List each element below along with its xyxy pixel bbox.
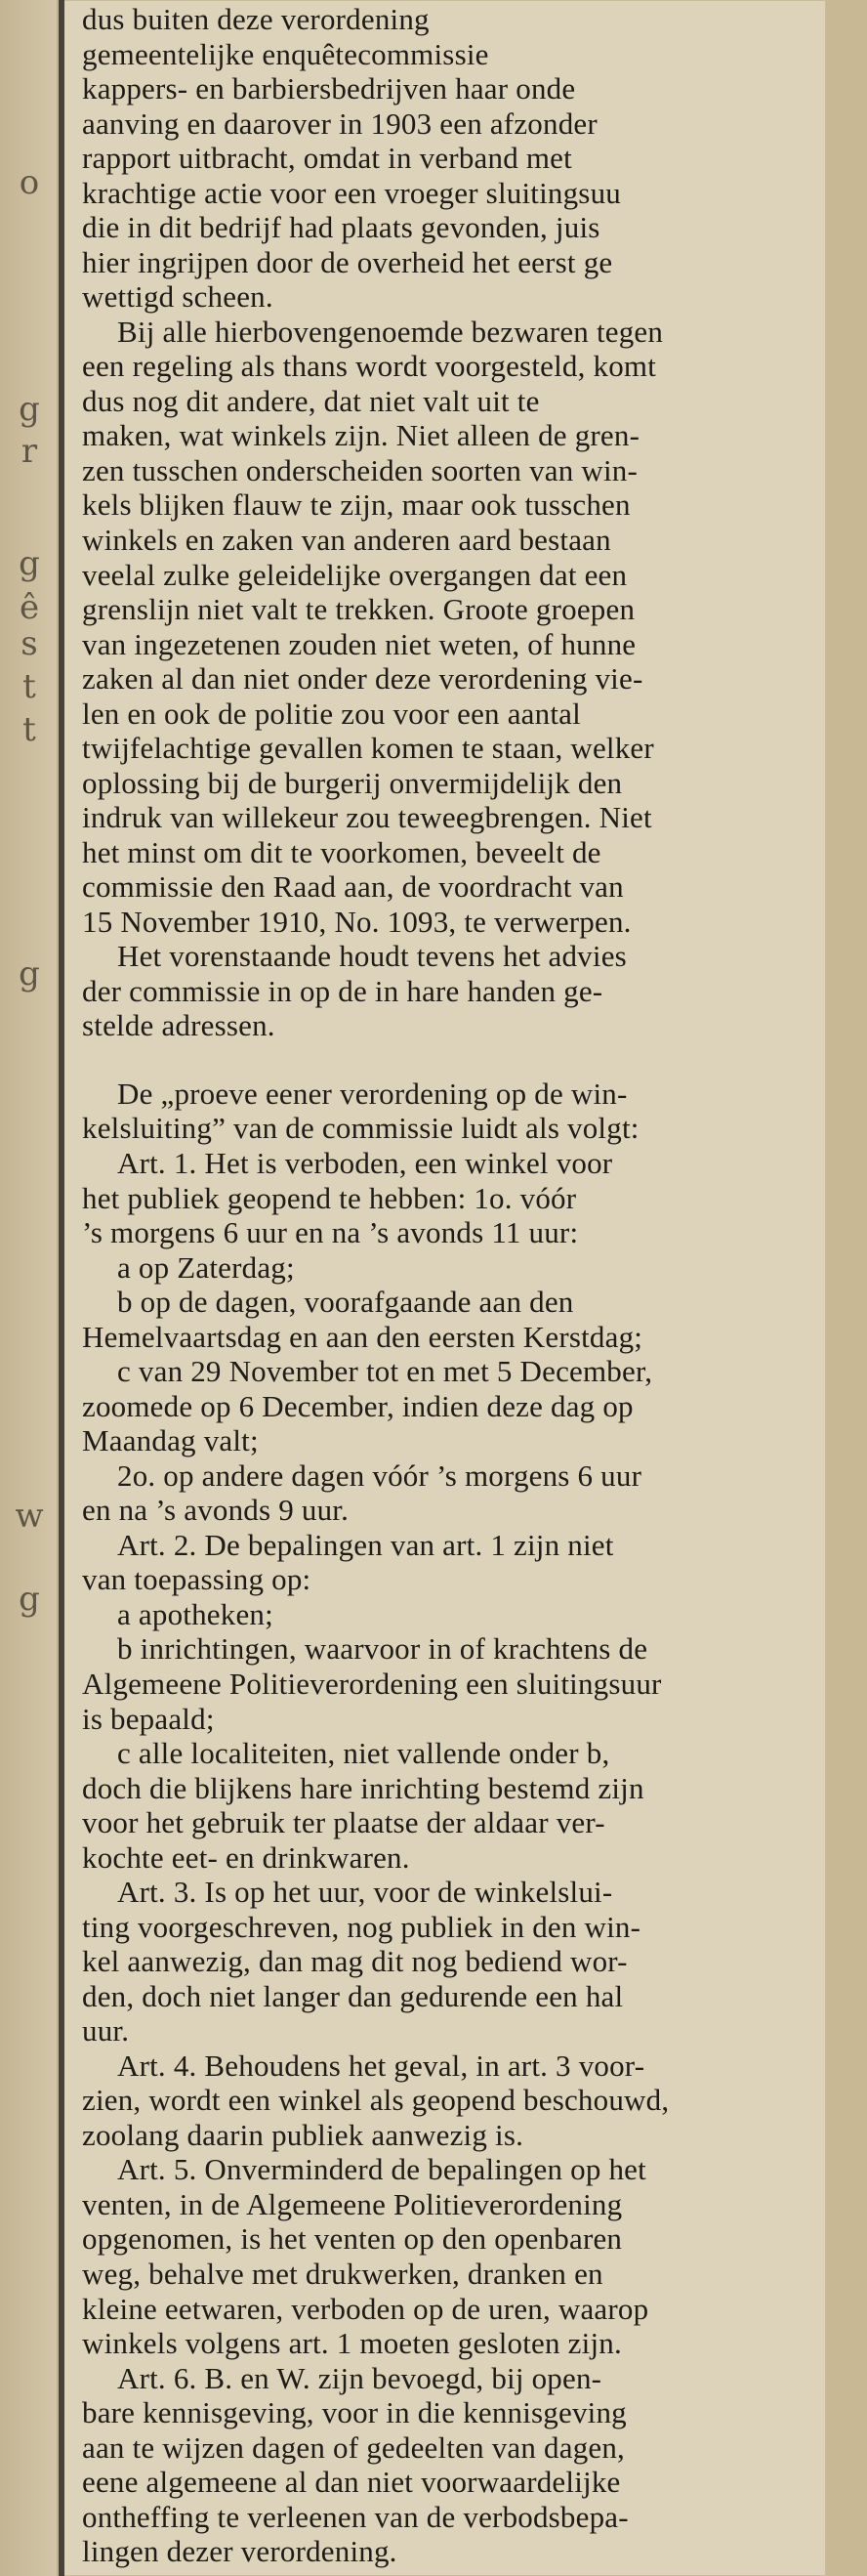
text-line: twijfelachtige gevallen komen te staan, welker [82,731,654,766]
fragment-char: s [21,624,38,663]
fragment-char: w [15,1497,44,1536]
text-line: Het vorenstaande houdt tevens het advies [117,939,627,974]
text-line: ’s morgens 6 uur en na ’s avonds 11 uur: [82,1215,579,1250]
text-line: voor het gebruik ter plaatse der aldaar ver- [82,1805,605,1840]
article-text [82,2,816,2569]
text-line: stelde adressen. [82,1008,275,1043]
right-margin-backing [826,0,867,2576]
text-line: 2o. op andere dagen vóór ’s morgens 6 uur [117,1457,642,1493]
text-line: ting voorgeschreven, nog publiek in den win- [82,1909,641,1944]
text-line: opgenomen, is het venten op den openbaren [82,2221,623,2257]
paragraph-4 [82,1077,816,2569]
text-line: uur. [82,2013,130,2048]
text-line: doch die blijkens hare inrichting bestemd zijn [82,1770,644,1805]
text-line: der commissie in op de in hare handen ge- [82,973,603,1008]
text-line: Art. 4. Behoudens het geval, in art. 3 voor- [117,2048,645,2083]
text-line: Art. 2. De bepalingen van art. 1 zijn niet [117,1527,614,1562]
text-line: maken, wat winkels zijn. Niet alleen de gren- [82,418,640,453]
text-line: veelal zulke geleidelijke overgangen dat een [82,557,628,592]
text-line: weg, behalve met drukwerken, dranken en [82,2257,603,2291]
text-line: len en ook de politie zou voor een aantal [82,696,581,731]
paragraph-gap [82,1043,816,1077]
text-line: zien, wordt een winkel als geopend beschouwd, [82,2083,670,2118]
text-line: c van 29 November tot en met 5 December, [117,1354,653,1389]
fragment-char: g [19,544,40,583]
text-line: aan te wijzen dagen of gedeelten van dagen, [82,2429,626,2465]
text-line: indruk van willekeur zou teweegbrengen. Niet [82,800,652,835]
text-line: winkels en zaken van anderen aard bestaan [82,522,611,557]
text-line: kel aanwezig, dan mag dit nog bediend wor- [82,1944,628,1979]
text-line: Hemelvaartsdag en aan den eersten Kerstdag; [82,1319,643,1354]
fragment-char: t [22,710,36,749]
text-line: 15 November 1910, No. 1093, te verwerpen. [82,904,632,939]
text-line: De „proeve eener verordening op de win- [117,1076,628,1111]
fragment-char: g [19,954,40,993]
text-line: grenslijn niet valt te trekken. Groote groepen [82,592,636,627]
text-line: winkels volgens art. 1 moeten gesloten zijn. [82,2326,622,2361]
text-line: bare kennisgeving, voor in die kennisgeving [82,2395,627,2430]
text-line: kelsluiting” van de commissie luidt als volgt: [82,1111,640,1146]
text-line: lingen dezer verordening. [82,2534,397,2569]
text-line: en na ’s avonds 9 uur. [82,1493,350,1528]
text-line: b inrichtingen, waarvoor in of krachtens de [117,1631,648,1667]
text-line: aanving en daarover in 1903 een afzonder [82,106,598,141]
text-line: dus buiten deze verordening [82,2,430,36]
text-line: die in dit bedrijf had plaats gevonden, juis [82,210,600,245]
text-line: a apotheken; [117,1596,273,1631]
text-line: Algemeene Politieverordening een sluitingsuur [82,1666,662,1701]
text-line: b op de dagen, voorafgaande aan den [117,1285,574,1320]
text-line: van ingezetenen zouden niet weten, of hunne [82,626,637,661]
text-line: hier ingrijpen door de overheid het eerst ge [82,244,613,279]
text-line: Art. 5. Onverminderd de bepalingen op het [117,2152,646,2187]
text-line: Art. 1. Het is verboden, een winkel voor [117,1146,613,1180]
text-line: zoolang daarin publiek aanwezig is. [82,2117,524,2152]
text-line: Art. 6. B. en W. zijn bevoegd, bij open- [117,2360,602,2395]
fragment-char: ê [19,588,40,627]
text-line: dus nog dit andere, dat niet valt uit te [82,383,540,418]
text-line: kels blijken flauw te zijn, maar ook tusschen [82,487,631,523]
text-line: een regeling als thans wordt voorgesteld, komt [82,349,657,384]
text-line: is bepaald; [82,1701,215,1736]
text-line: Bij alle hierbovengenoemde bezwaren tegen [117,314,664,349]
text-line: Maandag valt; [82,1423,259,1458]
newspaper-clipping [59,0,826,2576]
fragment-char: o [19,163,40,202]
paragraph-3 [82,939,816,1043]
text-line: a op Zaterdag; [117,1249,295,1285]
text-line: zoomede op 6 December, indien deze dag op [82,1388,634,1423]
text-line: eene algemeene al dan niet voorwaardelijke [82,2465,621,2500]
text-line: venten, in de Algemeene Politieverordening [82,2186,623,2221]
text-line: kochte eet- en drinkwaren. [82,1839,410,1875]
text-line: zen tusschen onderscheiden soorten van win- [82,452,639,487]
text-line: kappers- en barbiersbedrijven haar onde [82,71,576,106]
text-line: den, doch niet langer dan gedurende een hal [82,1978,624,2013]
text-line: krachtige actie voor een vroeger sluitingsuu [82,175,621,210]
text-line: ontheffing te verleenen van de verbodsbepa- [82,2499,629,2534]
text-line: oplossing bij de burgerij onvermijdelijk den [82,765,623,800]
text-line: c alle localiteiten, niet vallende onder b, [117,1736,610,1771]
text-line: rapport uitbracht, omdat in verband met [82,141,572,176]
paragraph-2 [82,315,816,940]
paragraph-1 [82,2,816,315]
text-line: wettigd scheen. [82,279,273,315]
text-line: van toepassing op: [82,1562,311,1597]
text-line: het minst om dit te voorkomen, beveelt de [82,834,601,869]
fragment-char: g [19,1580,40,1619]
text-line: commissie den Raad aan, de voordracht van [82,869,624,905]
text-line: het publiek geopend te hebben: 1o. vóór [82,1180,577,1215]
adjacent-column-strip [0,0,58,2576]
text-line: Art. 3. Is op het uur, voor de winkelslui- [117,1875,613,1910]
text-line: zaken al dan niet onder deze verordening vie- [82,661,643,697]
fragment-char: r [21,432,38,471]
fragment-char: t [22,667,36,706]
text-line: gemeentelijke enquêtecommissie [82,36,489,71]
fragment-char: g [19,390,40,429]
column-rule [59,0,64,2576]
text-line: kleine eetwaren, verboden op de uren, waarop [82,2291,649,2326]
